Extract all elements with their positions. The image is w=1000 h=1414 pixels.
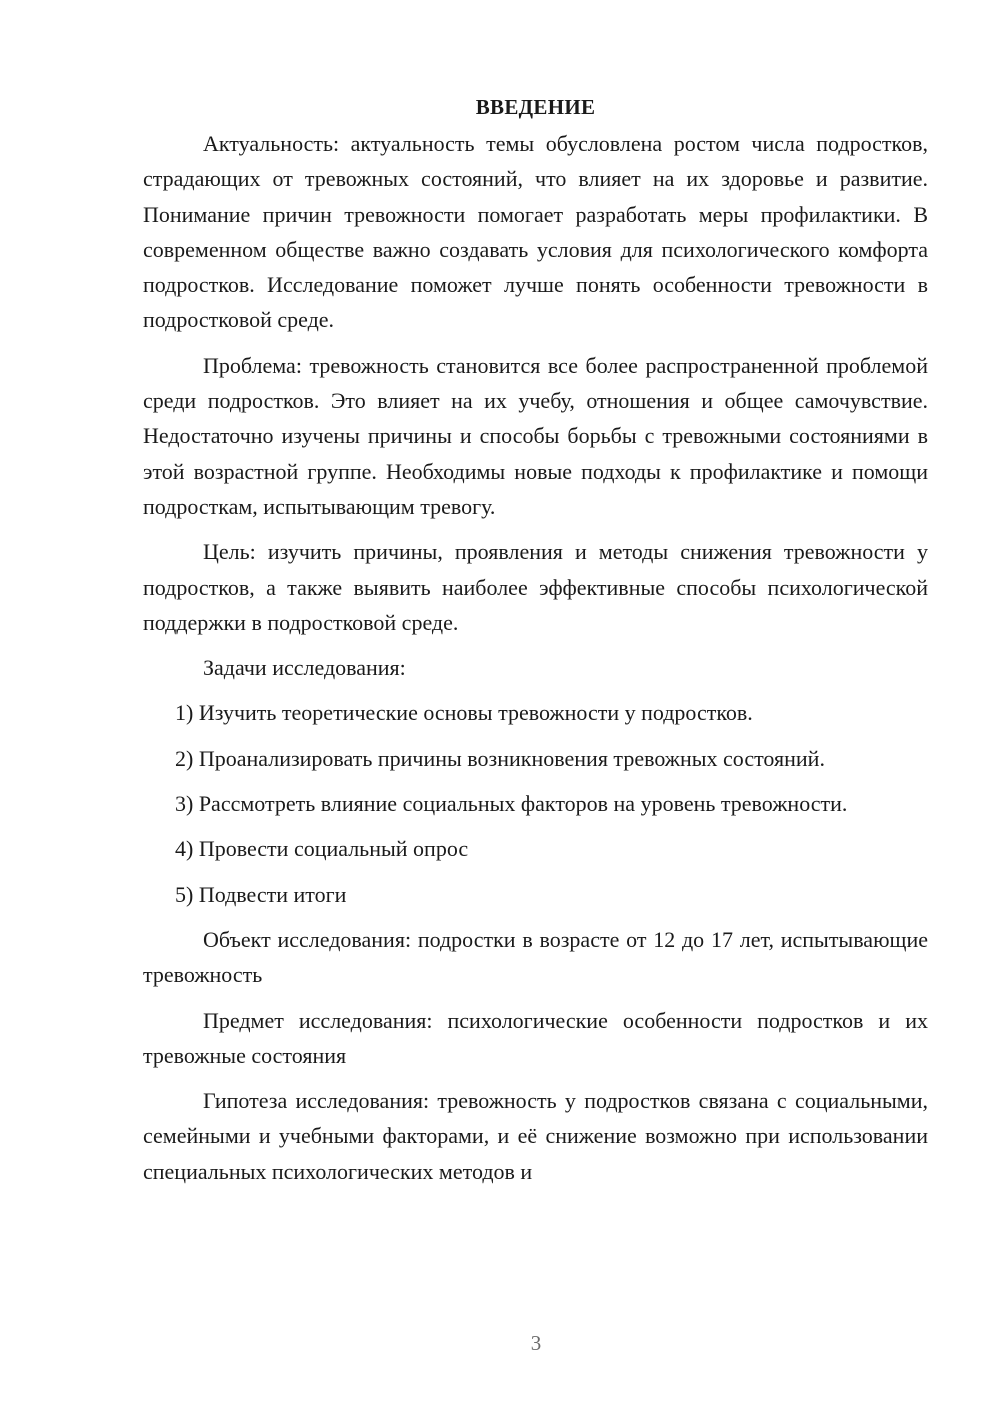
page-content <box>143 90 928 1199</box>
paragraph-hypothesis: Гипотеза исследования: тревожность у подростков связана с социальными, семейными и учебными факторами, и её снижение возможно при использовании специальных психологических методов и <box>143 1088 928 1184</box>
paragraph-goal: Цель: изучить причины, проявления и методы снижения тревожности у подростков, а также выявить наиболее эффективные способы психологической поддержки в подростковой среде. <box>143 539 928 635</box>
page-number: 3 <box>530 1331 542 1355</box>
task-item-5: 5) Подвести итоги <box>175 881 347 907</box>
task-item-4: 4) Провести социальный опрос <box>175 836 469 862</box>
tasks-heading: Задачи исследования: <box>203 655 406 681</box>
task-item-2: 2) Проанализировать причины возникновения тревожных состояний. <box>175 745 825 771</box>
paragraph-object: Объект исследования: подростки в возрасте от 12 до 17 лет, испытывающие тревожность <box>143 926 928 988</box>
paragraph-subject: Предмет исследования: психологические особенности подростков и их тревожные состояния <box>143 1007 928 1068</box>
page-title: ВВЕДЕНИЕ <box>475 95 596 119</box>
task-item-1: 1) Изучить теоретические основы тревожности у подростков. <box>175 700 753 726</box>
paragraph-relevance: Актуальность: актуальность темы обусловлена ростом числа подростков, страдающих от тревожных состояний, что влияет на их здоровье и развитие. Понимание причин тревожности помогает разработать меры профилактики. В современном обществе важно создавать условия для психологического комфорта подростков. Исследование поможет лучше понять особенности тревожности в подростковой среде. <box>143 131 928 333</box>
paragraph-problem: Проблема: тревожность становится все более распространенной проблемой среди подростков. Это влияет на их учебу, отношения и общее самочувствие. Недостаточно изучены причины и способы борьбы с тревожными состояниями в этой возрастной группе. Необходимы новые подходы к профилактике и помощи подросткам, испытывающим тревогу. <box>143 352 928 519</box>
task-item-3: 3) Рассмотреть влияние социальных факторов на уровень тревожности. <box>175 791 848 817</box>
